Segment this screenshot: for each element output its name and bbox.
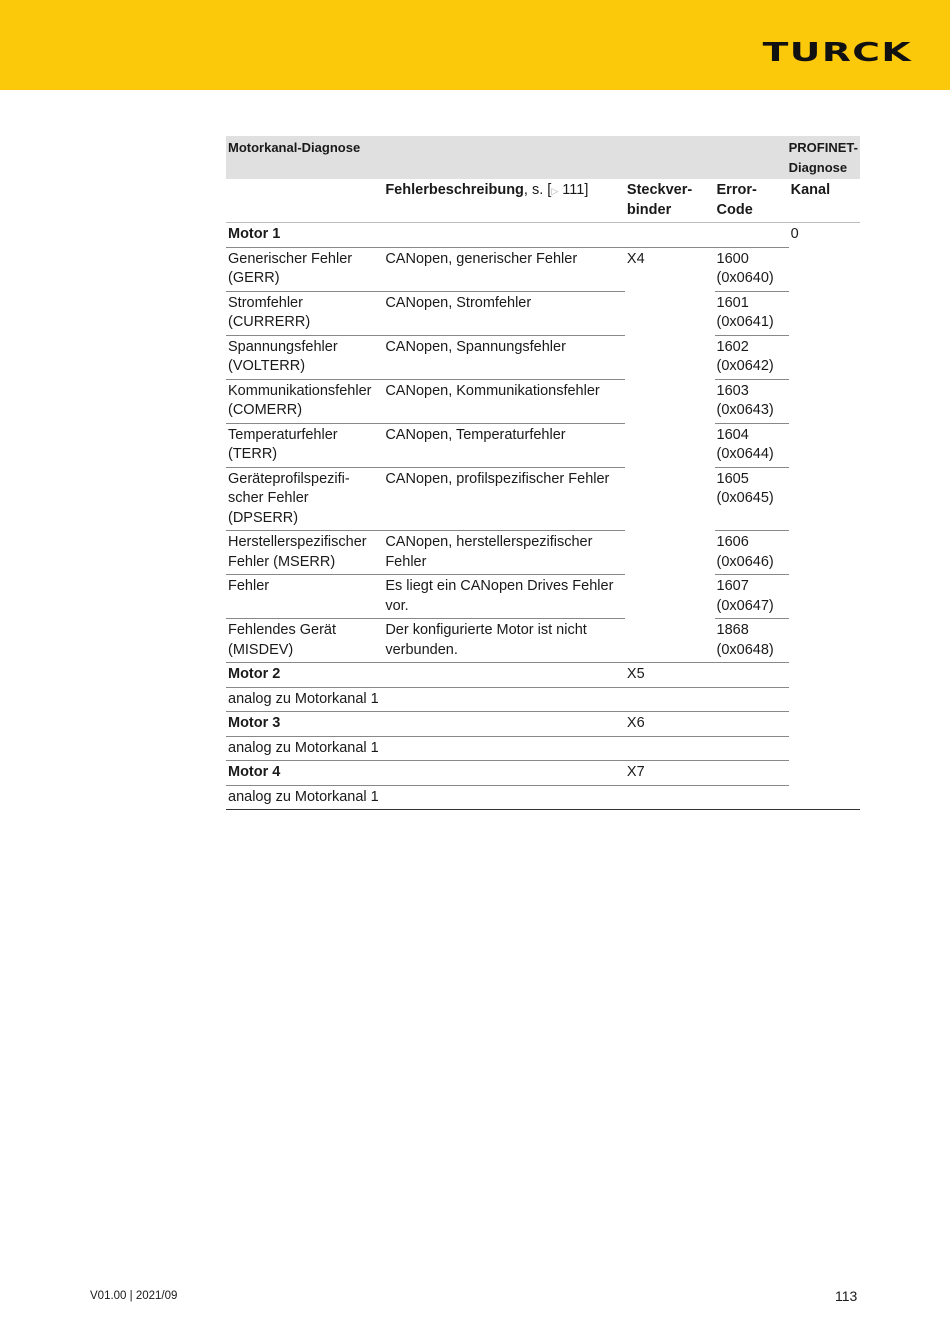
error-description: CANopen, Temperaturfehler: [383, 423, 625, 467]
channel-cell: [789, 619, 860, 663]
motor-2-connector: X5: [625, 663, 789, 688]
motor-3-connector: X6: [625, 712, 789, 737]
table-row: [226, 575, 860, 619]
motor-4-note-row: [226, 785, 860, 810]
turck-logo: TURCK: [762, 38, 912, 68]
header-description-label: Fehlerbeschreibung: [385, 182, 524, 198]
error-description: CANopen, Stromfehler: [383, 291, 625, 335]
motor-2-note-row: [226, 687, 860, 712]
header-empty-cell: [226, 179, 383, 223]
motor-4-label: Motor 4: [226, 761, 625, 786]
channel-cell: [789, 423, 860, 467]
motor-3-row: [226, 712, 860, 737]
error-name: Geräteprofilspezifi- scher Fehler (DPSERR): [226, 467, 383, 531]
header-description: [383, 179, 625, 223]
channel-cell: [789, 379, 860, 423]
table-row: [226, 291, 860, 335]
channel-cell: [789, 291, 860, 335]
table-row: [226, 379, 860, 423]
error-description: CANopen, profilspezifischer Fehler: [383, 467, 625, 531]
channel-cell: [789, 467, 860, 531]
error-code: 1601 (0x0641): [715, 291, 789, 335]
error-code: 1605 (0x0645): [715, 467, 789, 531]
error-description: CANopen, generischer Fehler: [383, 247, 625, 291]
motor-4-connector: X7: [625, 761, 789, 786]
reference-arrow-icon: ▷: [551, 186, 559, 196]
error-description: CANopen, herstellerspezifischer Fehler: [383, 531, 625, 575]
error-name: Spannungsfehler (VOLTERR): [226, 335, 383, 379]
table-header-row: [226, 179, 860, 223]
error-code: 1604 (0x0644): [715, 423, 789, 467]
motor-1-label: Motor 1: [226, 223, 789, 248]
error-code: 1602 (0x0642): [715, 335, 789, 379]
channel-cell: [789, 335, 860, 379]
motor-2-label: Motor 2: [226, 663, 625, 688]
header-error-code: Error- Code: [715, 179, 789, 223]
table-header-group-row: [226, 136, 860, 179]
error-name: Temperaturfehler (TERR): [226, 423, 383, 467]
error-name: Generischer Fehler (GERR): [226, 247, 383, 291]
error-description: CANopen, Spannungsfehler: [383, 335, 625, 379]
header-connector: Steckver- binder: [625, 179, 715, 223]
diagnostics-table: [226, 136, 860, 810]
error-name: Fehler: [226, 575, 383, 619]
motor-3-label: Motor 3: [226, 712, 625, 737]
table-row: [226, 423, 860, 467]
error-code: 1606 (0x0646): [715, 531, 789, 575]
page-number: 113: [835, 1288, 858, 1304]
error-description: CANopen, Kommunikationsfehler: [383, 379, 625, 423]
table-row: [226, 247, 860, 291]
error-code: 1607 (0x0647): [715, 575, 789, 619]
error-description: Es liegt ein CANopen Drives Fehler vor.: [383, 575, 625, 619]
table-row: [226, 467, 860, 531]
table-row: [226, 531, 860, 575]
header-description-ref-pre: , s. [: [523, 182, 552, 198]
header-channel: Kanal: [789, 179, 860, 223]
motor-4-row: [226, 761, 860, 786]
channel-cell: [789, 247, 860, 291]
channel-cell: [789, 531, 860, 575]
header-motor-channel-diagnosis: Motorkanal-Diagnose: [226, 136, 789, 179]
motor-1-channel: 0: [790, 226, 799, 242]
error-name: Fehlendes Gerät (MISDEV): [226, 619, 383, 663]
motor-2-note: analog zu Motorkanal 1: [226, 687, 789, 712]
motor-4-note: analog zu Motorkanal 1: [226, 785, 789, 810]
error-name: Kommunikationsfehler (COMERR): [226, 379, 383, 423]
table-row: [226, 619, 860, 663]
motor-3-note-row: [226, 736, 860, 761]
table-row: [226, 335, 860, 379]
motor-3-note: analog zu Motorkanal 1: [226, 736, 789, 761]
error-name: Stromfehler (CURRERR): [226, 291, 383, 335]
error-description: Der konfigurierte Motor ist nicht verbunden.: [383, 619, 625, 663]
error-code: 1603 (0x0643): [715, 379, 789, 423]
header-description-ref-page[interactable]: 111]: [558, 182, 589, 198]
motor-1-connector: X4: [625, 247, 715, 663]
error-code: 1868 (0x0648): [715, 619, 789, 663]
channel-cell: [789, 575, 860, 619]
footer-version: V01.00 | 2021/09: [90, 1290, 178, 1302]
error-name: Herstellerspezifischer Fehler (MSERR): [226, 531, 383, 575]
error-code: 1600 (0x0640): [715, 247, 789, 291]
motor-1-row: [226, 223, 860, 248]
header-profinet-diagnosis: PROFINET-Diagnose: [789, 136, 860, 179]
motor-2-row: [226, 663, 860, 688]
